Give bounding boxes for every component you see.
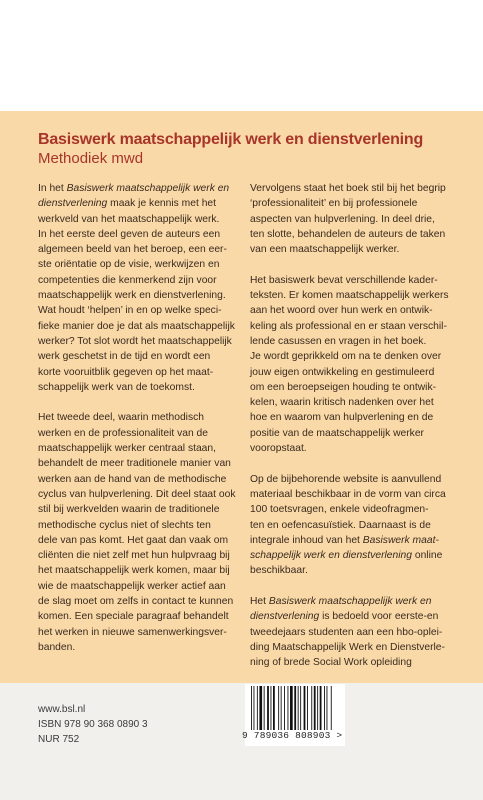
barcode-bar [331,686,332,730]
barcode-bar [267,686,269,730]
text-line: In het Basiswerk maatschappelijk werk en [38,183,230,194]
barcode-bar [254,686,255,730]
text-line: wie de maatschappelijk werker actief aan [38,580,226,592]
text-line: komen. Een speciale paragraaf behandelt [38,611,229,623]
text-line: keling als professional en er staan verschil- [250,320,447,332]
text-line: om een beroepseigen houding te ontwik- [250,381,437,393]
text-line: beschikbaar. [250,565,308,577]
text-line: ste oriëntatie op de visie, werkwijzen en [38,259,220,271]
book-title: Basiswerk maatschappelijk werk en dienstverlening [38,131,424,148]
text-line: werken en de professionaliteit van de [38,427,209,439]
text-line: Het Basiswerk maatschappelijk werk en [250,596,432,608]
text-line: Wat houdt ‘helpen’ in en op welke speci- [38,305,222,317]
text-line: ten slotte, behandelen de auteurs de taken [250,228,446,240]
text-line: ning of brede Social Work opleiding [250,657,412,669]
barcode-bar [273,686,275,730]
text-line: schappelijk werk van de toekomst. [38,381,195,393]
text-line: Op de bijbehorende website is aanvullend [250,473,442,485]
text-line: maatschappelijk werk en dienstverlening. [38,290,226,302]
text-line: positie van de maatschappelijk werker [250,427,424,439]
publisher-info [38,702,148,747]
text-line: van een maatschappelijk werker. [250,244,400,256]
barcode-bar [259,686,262,730]
text-line: dienstverlening is bedoeld voor eerste-en [250,611,439,623]
text-line: ‘professionaliteit’ en bij professionele [250,198,418,210]
text-line: jouw eigen ontwikkeling en gestimuleerd [250,366,435,378]
text-line: dele van pas komt. Het gaat dan vaak om [38,534,229,546]
barcode-bar [271,686,272,730]
isbn-text: ISBN 978 90 368 0890 3 [38,719,148,730]
text-line: Je wordt geprikkeld om na te denken over [250,351,442,363]
paragraph [250,594,455,670]
text-line: het maatschappelijk werk komen, maar bij [38,565,230,577]
text-line: stil bij werkvelden waarin de traditionele [38,504,220,516]
barcode-bar [251,686,252,730]
barcode-bar [327,686,328,730]
nur-text: NUR 752 [38,734,80,745]
paragraph [250,273,455,457]
barcode-bar [288,686,289,730]
text-line: teksten. Er komen maatschappelijk werkers [250,290,449,302]
text-line: behandelt de meer traditionele manier van [38,458,231,470]
text-line: kelen, waarin kritisch nadenken over het [250,397,434,409]
text-line: maatschappelijk werker centraal staan, [38,443,216,455]
barcode-bar [257,686,258,730]
barcode-bar [311,686,312,730]
text-line: de slag moet om zelfs in contact te kunnen [38,596,234,608]
text-line: ten en oefencasuïstiek. Daarnaast is de [250,519,431,531]
text-line: materiaal beschikbaar in de vorm van circa [250,488,446,500]
text-line: In het eerste deel geven de auteurs een [38,228,221,240]
barcode-bar [300,686,301,730]
text-line: algemeen beeld van het beroep, een eer- [38,244,227,256]
text-line: schappelijk werk en dienstverlening online [250,550,443,562]
text-line: Het basiswerk bevat verschillende kader- [250,274,438,286]
barcode-number: 9 789036 808903 > [242,730,343,741]
text-line: integrale inhoud van het Basiswerk maat- [250,534,439,546]
text-line: dienstverlening maak je kennis met het [38,198,217,210]
paragraph [250,181,455,257]
text-line: competenties die kenmerkend zijn voor [38,274,217,286]
text-line: fieke manier doe je dat als maatschappelijk [38,320,235,332]
text-line: hoe en waarom van hulpverlening en de [250,412,434,424]
barcode-bar [290,686,293,730]
paragraph [250,472,455,579]
left-text-column [38,181,243,655]
barcode-bar [324,686,325,730]
text-line: methodische cyclus niet of slechts ten [38,519,211,531]
website-link[interactable]: www.bsl.nl [38,704,86,715]
text-line: aan het woord over hun werk en ontwik- [250,305,433,317]
text-line: banden. [38,641,76,653]
right-text-column [250,181,455,671]
text-line: aspecten van hulpverlening. In deel drie, [250,213,435,225]
barcode-bar [304,686,306,730]
barcode-bar [284,686,285,730]
text-line: werkveld van het maatschappelijk werk. [38,213,220,225]
text-line: werker? Tot slot wordt het maatschappelijk [38,335,232,347]
paragraph [38,410,243,655]
text-line: werk geschetst in de tijd en wordt een [38,351,211,363]
barcode-bar [264,686,265,730]
barcode-bar [278,686,279,730]
barcode-bar [307,686,308,730]
text-line: werken aan de hand van de methodische [38,473,227,485]
text-line: Vervolgens staat het boek stil bij het begrip [250,183,446,194]
barcode-icon [251,686,337,734]
text-line: lende casussen en vragen in het boek. [250,335,427,347]
barcode-bar [294,686,296,730]
barcode-bar [317,686,318,730]
text-line: het werken in nieuwe samenwerkingsver- [38,626,227,638]
barcode-bar [281,686,282,730]
text-line: tweedejaars studenten aan een hbo-oplei- [250,626,443,638]
book-subtitle: Methodiek mwd [38,150,144,167]
paragraph [38,181,243,395]
barcode-bar [298,686,299,730]
text-line: vooropstaat. [250,443,307,455]
text-line: korte vooruitblik gegeven op het maat- [38,366,214,378]
text-line: Het tweede deel, waarin methodisch [38,412,204,424]
text-line: cyclus van hulpverlening. Dit deel staat ook [38,488,236,500]
barcode-bar [314,686,316,730]
text-line: ding Maatschappelijk Werk en Dienstverle- [250,641,445,653]
text-line: 100 toetsvragen, enkele videofragmen- [250,504,429,516]
barcode-bar [320,686,322,730]
text-line: cliënten die niet zelf met hun hulpvraag bij [38,550,230,562]
